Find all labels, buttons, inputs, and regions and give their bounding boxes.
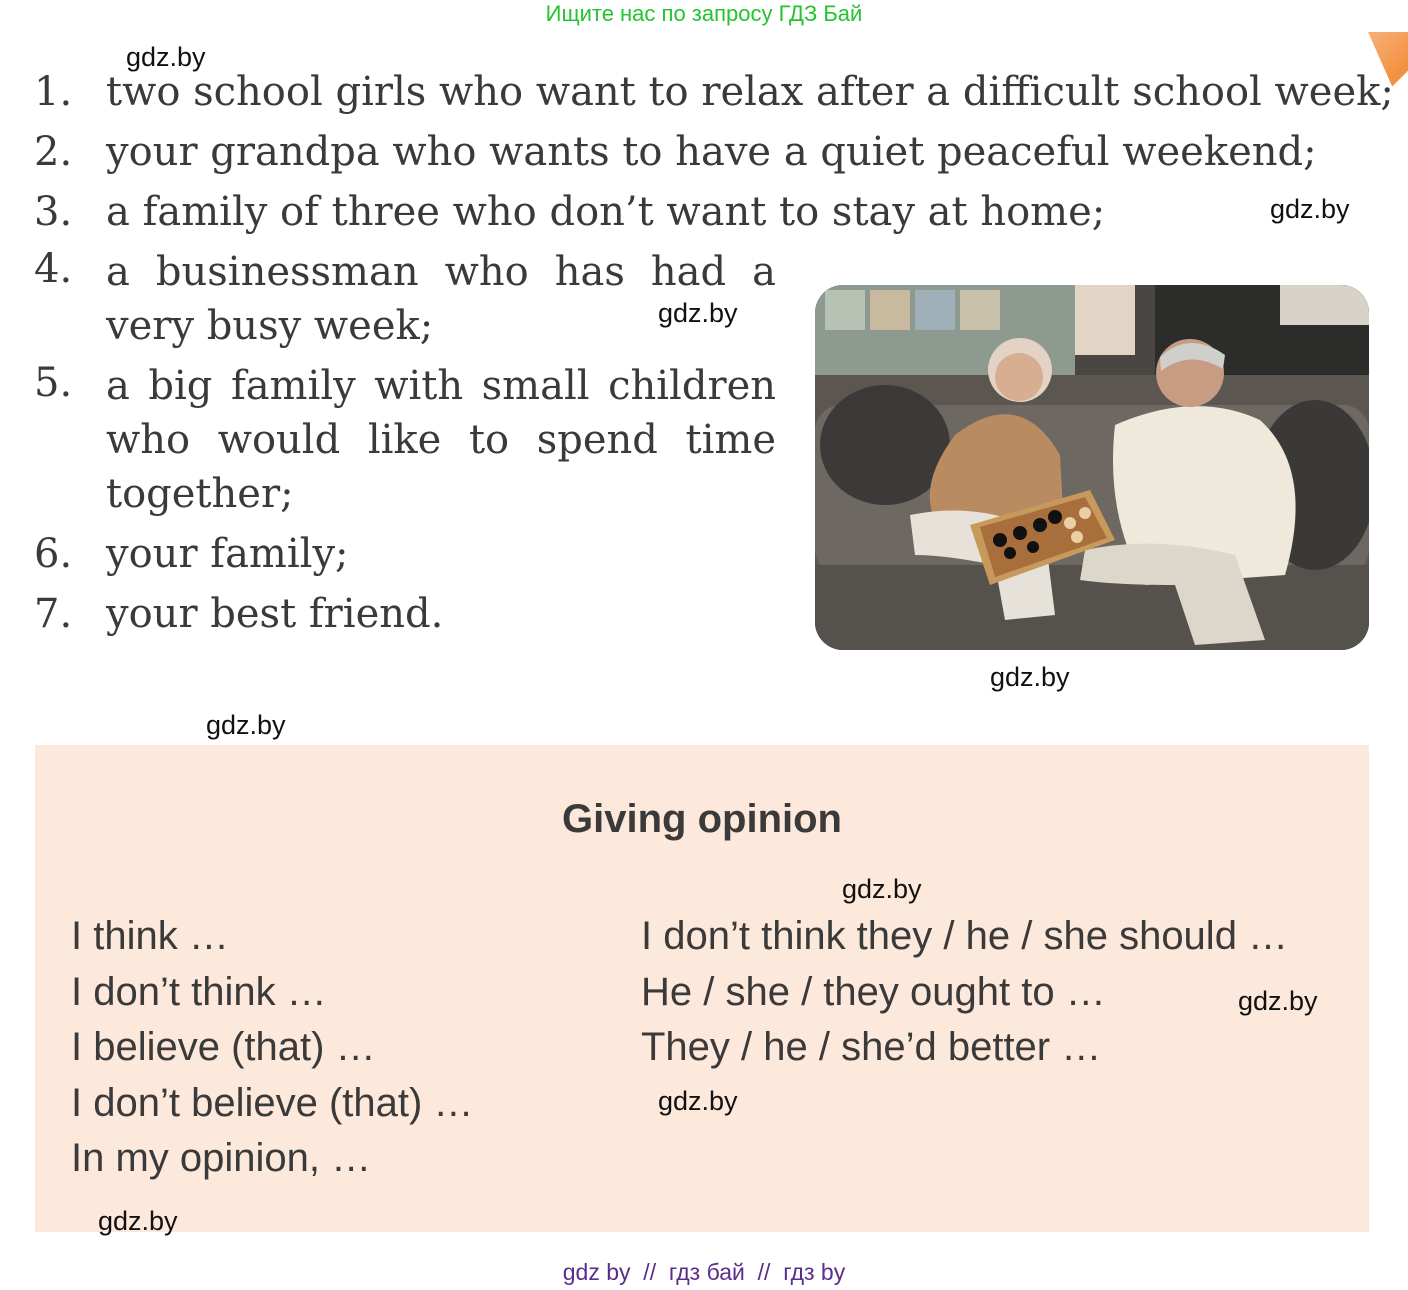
watermark: gdz.by: [1270, 194, 1350, 224]
watermark: gdz.by: [98, 1206, 178, 1236]
watermark: gdz.by: [658, 298, 738, 328]
watermark: gdz.by: [990, 662, 1070, 692]
item-text: your grandpa who wants to have a quiet peaceful weekend;: [106, 129, 1317, 175]
list-item: I believe (that) …: [71, 1025, 376, 1069]
left-phrase-list: [71, 909, 473, 1187]
box-title: Giving opinion: [562, 797, 842, 841]
search-banner[interactable]: Ищите нас по запросу ГДЗ Бай: [545, 1, 863, 26]
watermark: gdz.by: [1238, 986, 1318, 1016]
list-item: I don’t think …: [71, 969, 327, 1014]
item-number: 5.: [34, 360, 73, 406]
item-number: 3.: [34, 189, 73, 235]
item-text: a family of three who don’t want to stay at home;: [106, 189, 1106, 235]
list-item: I think …: [71, 914, 229, 958]
list-item: [34, 182, 1394, 242]
list-item: They / he / she’d better …: [641, 1025, 1102, 1069]
chess-photo-illustration: [815, 285, 1369, 650]
footer-links[interactable]: gdz by // гдз бай // гдз by: [562, 1259, 846, 1285]
item-text: a businessman who has had a very busy week;: [106, 249, 776, 349]
item-text: your best friend.: [106, 591, 444, 637]
item-text: a big family with small children who would like to spend time together;: [106, 363, 776, 517]
item-number: 2.: [34, 129, 73, 175]
list-item: [34, 356, 776, 524]
list-item: [34, 62, 1394, 122]
watermark: gdz.by: [842, 874, 922, 904]
item-text: two school girls who want to relax after a difficult school week;: [106, 69, 1394, 115]
item-number: 1.: [34, 69, 73, 115]
item-number: 6.: [34, 531, 73, 577]
chess-photo: [815, 285, 1369, 650]
watermark: gdz.by: [658, 1086, 738, 1116]
list-item: In my opinion, …: [71, 1136, 372, 1180]
item-number: 7.: [34, 591, 73, 637]
list-item: He / she / they ought to …: [641, 969, 1106, 1014]
right-phrase-list: [641, 909, 1288, 1076]
list-item: [34, 122, 1394, 182]
item-text: your family;: [106, 531, 349, 577]
watermark: gdz.by: [206, 710, 286, 740]
giving-opinion-box: [35, 745, 1369, 1232]
watermark: gdz.by: [126, 42, 206, 72]
list-item: I don’t think they / he / she should …: [641, 914, 1289, 958]
item-number: 4.: [34, 246, 73, 292]
list-item: I don’t believe (that) …: [71, 1080, 474, 1125]
